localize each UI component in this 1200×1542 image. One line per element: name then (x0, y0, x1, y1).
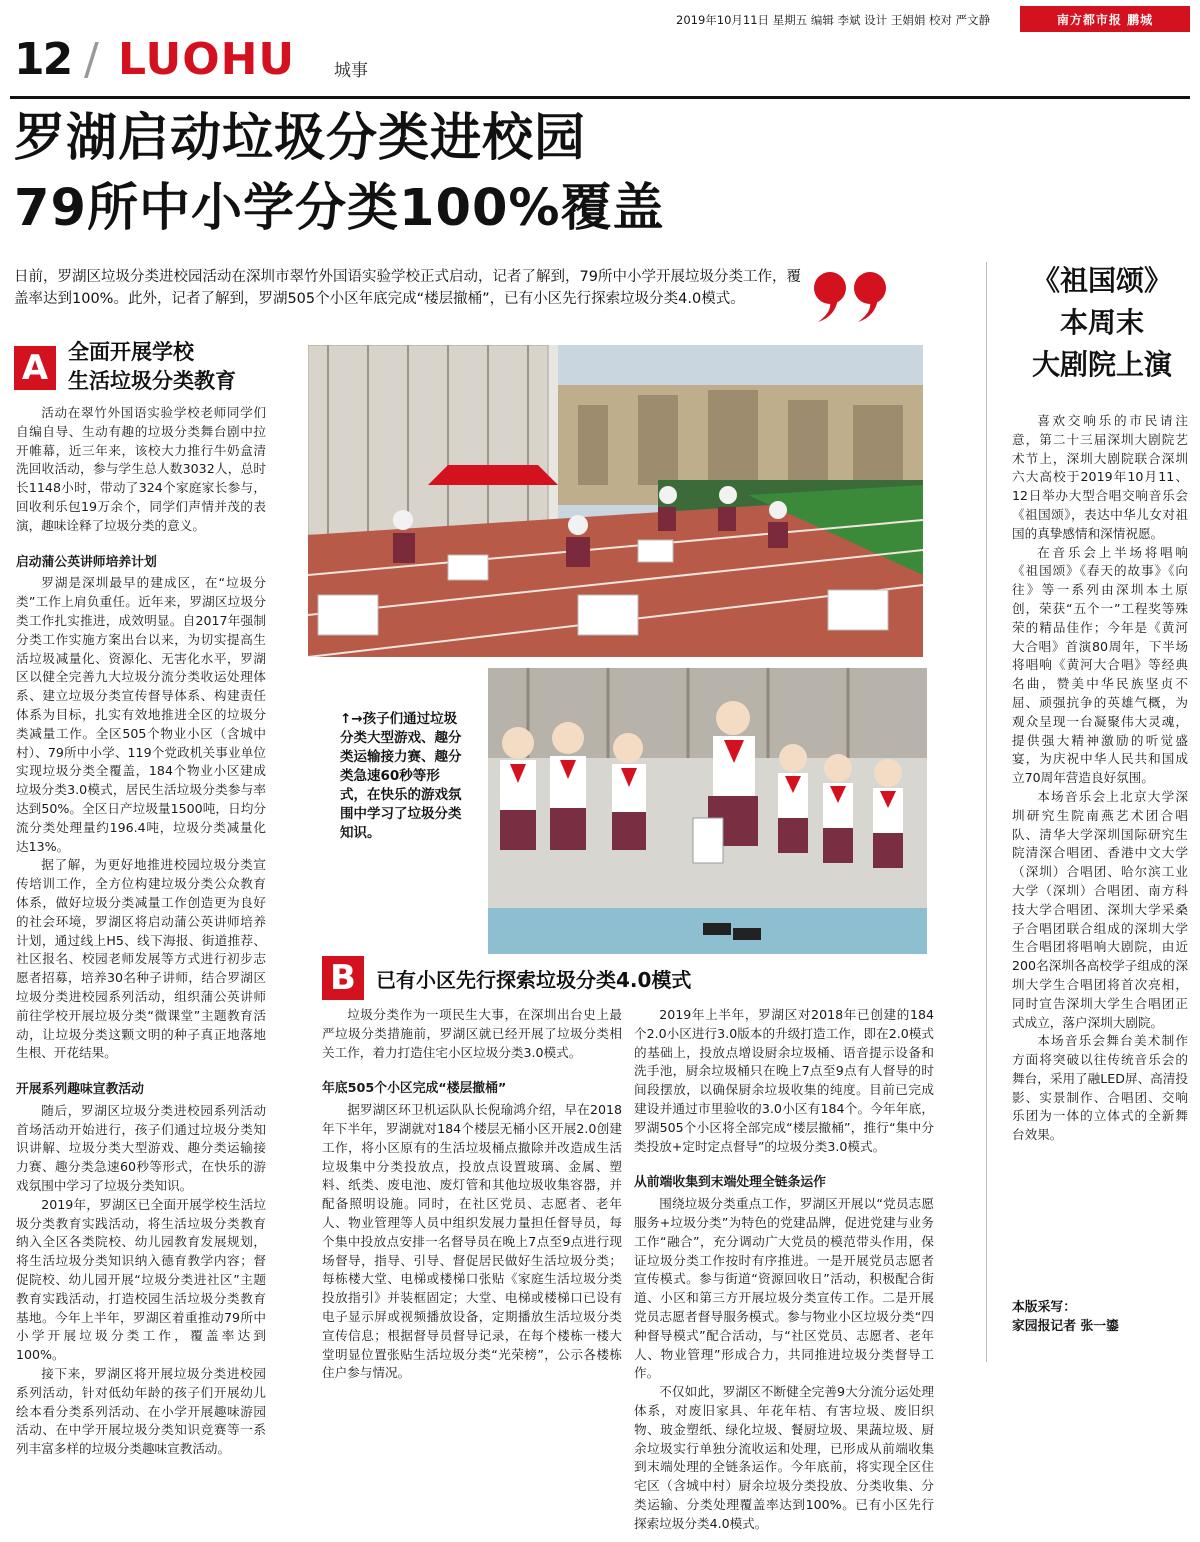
section-a-title-line1: 全面开展学校 (68, 340, 194, 364)
paragraph: 本场音乐会上北京大学深圳研究生院南燕艺术团合唱队、清华大学深圳国际研究生院清深合唱团、香港中文大学（深圳）合唱团、哈尔滨工业大学（深圳）合唱团、南方科技大学合唱团、深圳大学采桑子合唱团联合组成的深圳大学生合唱团将唱响大剧院，由近200名深圳各高校学子组成的深圳大学生合唱团将首次亮相，同时宣告深圳大学生合唱团正式成立，落户深圳大剧院。 (1012, 788, 1188, 1030)
sidebar-title-line3: 大剧院上演 (1031, 348, 1172, 381)
paragraph: 接下来，罗湖区将开展垃圾分类进校园系列活动，针对低幼年龄的孩子们开展幼儿绘本看分类系列活动、在小学开展趣味游园活动、在中学开展垃圾分类知识竞赛等一系列丰富多样的垃圾分类趣味宣教活动。 (16, 1366, 266, 1457)
paragraph: 随后，罗湖区垃圾分类进校园系列活动首场活动开始进行，孩子们通过垃圾分类知识讲解、垃圾分类大型游戏、趣分类运输接力赛、趣分类急速60秒等形式，在快乐的游戏氛围中学习了垃圾分类知识。 (16, 1102, 266, 1194)
sidebar-title (1012, 260, 1192, 386)
header-info (676, 12, 990, 28)
sidebar-title-line1: 《祖国颂》 (1031, 264, 1172, 297)
paragraph: 据罗湖区环卫机运队队长倪瑜鸿介绍，早在2018年下半年，罗湖就对184个楼层无桶小区开展2.0创建工作，将小区原有的生活垃圾桶点撤除并改造成生活垃圾集中分类投放点，投放点设置玻璃、金属、塑料、纸类、废电池、废灯管和其他垃圾收集容器，并配备照明设施。同时，在社区党员、志愿者、老年人、物业管理等人员中组织发展力量担任督导员，每个集中投放点安排一名督导员在晚上7点至9点进行现场督导，指导、引导、督促居民做好生活垃圾分类；每栋楼大堂、电梯或楼梯口张贴《家庭生活垃圾分类投放指引》并装框固定；大堂、电梯或楼梯口已设有电子显示屏或视频播放设备，定期播放生活垃圾分类宣传信息；根据督导员督导记录，在每个楼栋一楼大堂明显位置张贴生活垃圾分类“光荣榜”，公示各楼栋住户参与情况。 (322, 1102, 622, 1381)
headline (14, 104, 665, 244)
quote-icon (812, 268, 892, 328)
section-b-badge: B (322, 956, 364, 1000)
byline (1012, 1298, 1119, 1336)
sidebar-divider (986, 262, 987, 1362)
photo-caption: ↑→孩子们通过垃圾分类大型游戏、趣分类运输接力赛、趣分类急速60秒等形式，在快乐的游戏氛围中学习了垃圾分类知识。 (340, 711, 462, 841)
section-name-en: LUOHU (118, 34, 296, 85)
subheading: 从前端收集到末端处理全链条运作 (634, 1175, 826, 1191)
section-a-body (16, 404, 266, 1459)
headline-line2: 79所中小学分类100%覆盖 (14, 179, 665, 238)
section-b-column-1 (322, 1006, 622, 1383)
section-name-cn: 城事 (334, 61, 368, 81)
paragraph: 在音乐会上半场将唱响《祖国颂》《春天的故事》《向往》等一系列由深圳本土原创，荣获“五个一”工程奖等殊荣的精品佳作；今年是《黄河大合唱》首演80周年，下半场将唱响《黄河大合唱》等经典名曲，赞美中华民族坚贞不屈、顽强抗争的英雄气概，为观众呈现一台凝聚伟大灵魂，提供强大精神激励的听觉盛宴，为庆祝中华人民共和国成立70周年营造良好氛围。 (1012, 544, 1188, 786)
byline-name: 家园报记者 张一鎏 (1012, 1319, 1119, 1334)
masthead-slash: / (84, 34, 99, 85)
subheading: 开展系列趣味宣教活动 (16, 1082, 144, 1098)
paragraph: 活动在翠竹外国语实验学校老师同学们自编自导、生动有趣的垃圾分类舞台剧中拉开帷幕，近三年来，该校大力推行牛奶盒清洗回收活动，参与学生总人数3032人，总时长1148小时，带动了324个家庭家长参与，回收利乐包19万余个，同学们声情并茂的表演，趣味诠释了垃圾分类的意义。 (16, 405, 266, 533)
paragraph: 罗湖是深圳最早的建成区，在“垃圾分类”工作上肩负重任。近年来，罗湖区垃圾分类工作扎实推进，成效明显。自2017年强制分类工作实施方案出台以来，为切实提高生活垃圾减量化、资源化、无害化水平，罗湖区以健全完善九大垃圾分流分类收运处理体系、建立垃圾分类宣传督导体系、构建责任体系为目标，扎实有效地推进全区的垃圾分类减量工作。全区505个物业小区（含城中村）、79所中小学、119个党政机关事业单位实现垃圾分类全覆盖，184个物业小区建成垃圾分类3.0模式，居民生活垃圾分类参与率达到50%。全区日产垃圾量1500吨，日均分流分类处理量约196.4吨，垃圾分类减量化达13%。 (16, 575, 266, 854)
paragraph: 2019年，罗湖区已全面开展学校生活垃圾分类教育实践活动，将生活垃圾分类教育纳入全区各类院校、幼儿园教育发展规划，将生活垃圾分类知识纳入德育教学内容；督促院校、幼儿园开展“垃圾分类进社区”主题教育实践活动，打造校园生活垃圾分类教育基地。今年上半年，罗湖区着重推动79所中小学开展垃圾分类工作，覆盖率达到100%。 (16, 1196, 266, 1363)
subheading: 启动蒲公英讲师培养计划 (16, 554, 157, 570)
section-b-title: 已有小区先行探索垃圾分类4.0模式 (376, 968, 692, 992)
section-a-title-line2: 生活垃圾分类教育 (68, 369, 236, 393)
header-designer: 设计 王娟娟 (864, 13, 926, 27)
header-date: 2019年10月11日 (676, 13, 770, 27)
photo-track-game (308, 345, 923, 657)
header-editor: 编辑 李斌 (810, 13, 861, 27)
page-number: 12 (14, 34, 72, 85)
subheading: 年底505个小区完成“楼层撤桶” (322, 1081, 507, 1097)
lead-paragraph: 日前，罗湖区垃圾分类进校园活动在深圳市翠竹外国语实验学校正式启动，记者了解到，79所中小学开展垃圾分类工作，覆盖率达到100%。此外，记者了解到，罗湖505个小区年底完成“楼层撤桶”，已有小区先行探索垃圾分类4.0模式。 (14, 269, 801, 307)
photo-students (484, 664, 927, 954)
masthead-rule (10, 96, 1190, 99)
section-a-badge: A (14, 346, 56, 390)
newspaper-logo (1020, 6, 1190, 32)
sidebar-title-line2: 本周末 (1059, 306, 1144, 339)
logo-text: 南方都市报 鹏城 (1056, 12, 1154, 27)
paragraph: 垃圾分类作为一项民生大事，在深圳出台史上最严垃圾分类措施前，罗湖区就已经开展了垃圾分类相关工作，着力打造住宅小区垃圾分类3.0模式。 (322, 1007, 622, 1060)
byline-label: 本版采写： (1012, 1300, 1076, 1315)
section-a-title (68, 338, 236, 396)
paragraph: 2019年上半年，罗湖区对2018年已创建的184个2.0小区进行3.0版本的升级打造工作，即在2.0模式的基础上，投放点增设厨余垃圾桶、语音提示设备和洗手池，厨余垃圾桶只在晚上7点至9点有人督导的时间段摆放，以确保厨余垃圾收集的纯度。目前已完成建设并通过市里验收的3.0小区有184个。今年年底，罗湖505个小区将全部完成“楼层撤桶”，推行“集中分类投放+定时定点督导”的垃圾分类3.0模式。 (634, 1007, 934, 1154)
paragraph: 围绕垃圾分类重点工作，罗湖区开展以“党员志愿服务+垃圾分类”为特色的党建品牌，促进党建与业务工作“融合”，充分调动广大党员的模范带头作用，保证垃圾分类工作按时有序推进。一是开展党员志愿者宣传模式。参与街道“资源回收日”活动，积极配合街道、小区和第三方开展垃圾分类宣传工作。二是开展党员志愿者督导服务模式。参与物业小区垃圾分类“四种督导模式”配合活动，与“社区党员、志愿者、老年人、物业管理”形成合力，共同推进垃圾分类督导工作。 (634, 1196, 934, 1381)
paragraph: 据了解，为更好地推进校园垃圾分类宣传培训工作，全方位构建垃圾分类公众教育体系，做好垃圾分类减量工作创造更为良好的社会环境，罗湖区将启动蒲公英讲师培养计划，通过线上H5、线下海报、街道推荐、社区报名、校园老师发展等方式进行初步志愿者招募，培养30名种子讲师，结合罗湖区垃圾分类进校园系列活动，组织蒲公英讲师前往学校开展垃圾分类“微课堂”主题教育活动，让垃圾分类这颗文明的种子真正地落地生根、开花结果。 (16, 857, 266, 1061)
header-weekday: 星期五 (772, 13, 808, 27)
paragraph: 本场音乐会舞台美术制作方面将突破以往传统音乐会的舞台，采用了融LED屏、高清投影、实景制作、合唱团、交响乐团为一体的立体式的全新舞台效果。 (1012, 1033, 1188, 1143)
paragraph: 不仅如此，罗湖区不断健全完善9大分流分运处理体系，对废旧家具、年花年桔、有害垃圾、废旧织物、玻金塑纸、绿化垃圾、餐厨垃圾、果蔬垃圾、厨余垃圾实行单独分流收运和处理，已形成从前端收集到末端处理的全链条运作。今年底前，将实现全区住宅区（含城中村）厨余垃圾分类投放、分类收集、分类运输、分类处理覆盖率达到100%。已有小区先行探索垃圾分类4.0模式。 (634, 1384, 934, 1531)
header-proofreader: 校对 严文静 (928, 13, 991, 27)
sidebar-body (1012, 412, 1188, 1145)
headline-line1: 罗湖启动垃圾分类进校园 (14, 109, 587, 168)
section-b-column-2 (634, 1006, 934, 1534)
paragraph: 喜欢交响乐的市民请注意，第二十三届深圳大剧院艺术节上，深圳大剧院联合深圳六大高校于2019年10月11、12日举办大型合唱交响音乐会《祖国颂》，表达中华儿女对祖国的真挚感情和深情祝愿。 (1012, 413, 1188, 541)
